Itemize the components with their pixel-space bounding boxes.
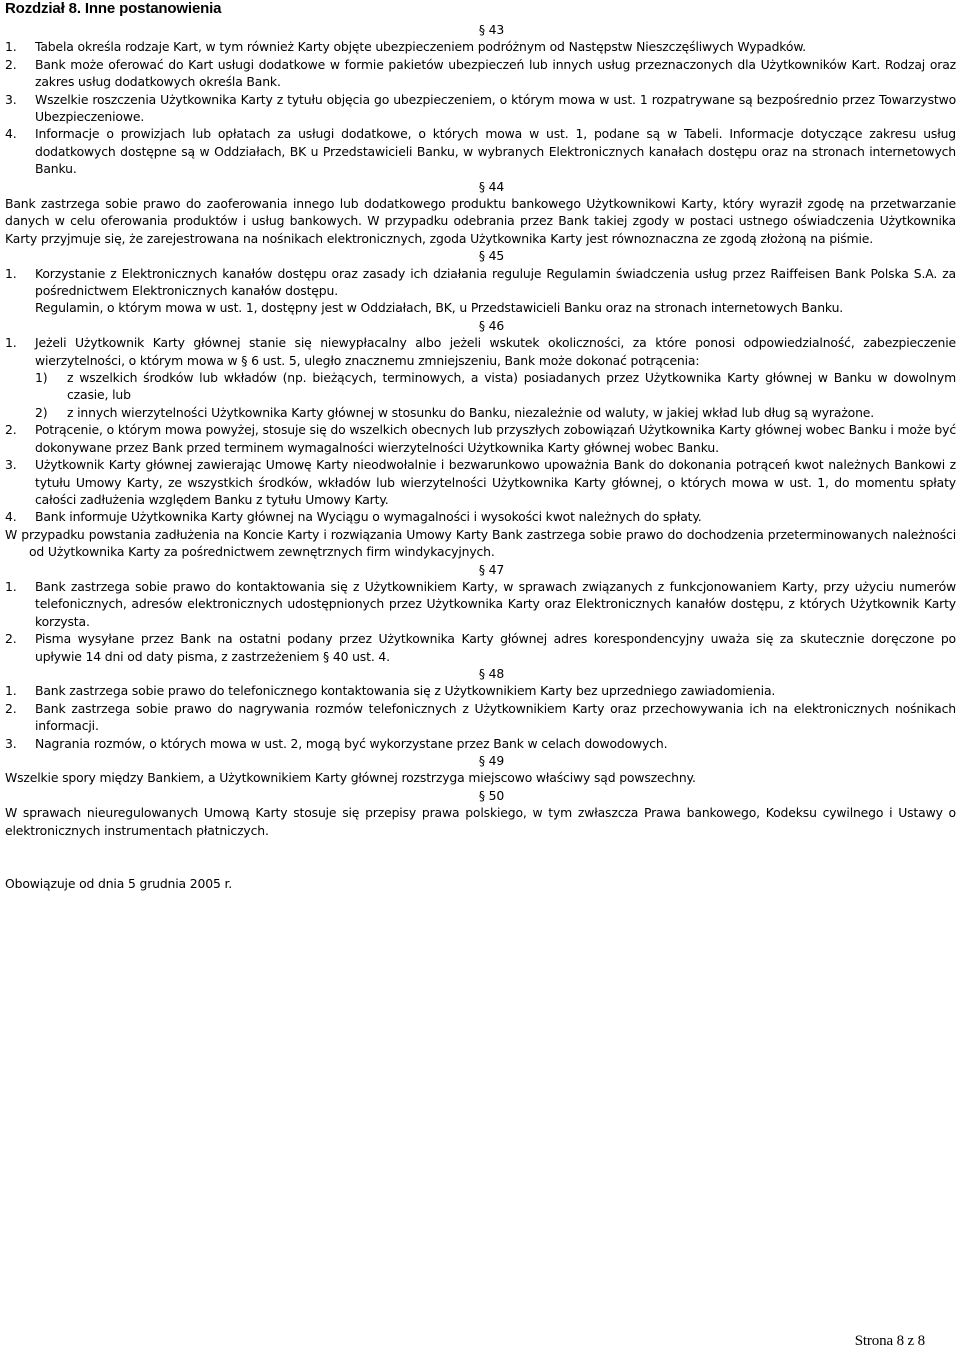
s44-paragraph: Bank zastrzega sobie prawo do zaoferowania innego lub dodatkowego produktu bankowego Użytkownikowi Karty, który wyraził zgodę na przetwarzanie danych w celu oferowania produktów i usług bankowych. W przypadku odebrania przez Bank takiej zgody w postaci ustnego oświadczenia Użytkownika Karty przyjmuje się, że zarejestrowana na nośnikach elektronicznych, zgoda Użytkownika Karty jest równoznaczna ze zgodą złożoną na piśmie. bbox=[5, 196, 956, 246]
s48-item-3: 3. Nagrania rozmów, o których mowa w ust. 2, mogą być wykorzystane przez Bank w celach dowodowych. bbox=[5, 735, 668, 751]
effective-date: Obowiązuje od dnia 5 grudnia 2005 r. bbox=[5, 875, 233, 891]
s43-item-3: 3. Wszelkie roszczenia Użytkownika Karty z tytułu objęcia go ubezpieczeniem, o którym mowa w ust. 1 rozpatrywane są bezpośrednio przez Towarzystwo Ubezpieczeniowe. bbox=[5, 91, 956, 125]
s46-item-3: 3. Użytkownik Karty głównej zawierając Umowę Karty nieodwołalnie i bezwarunkowo upoważnia Bank do dokonania potrąceń kwot należnych Bankowi z tytułu Umowy Karty, ze wszystkich środków, wkładów lub wierzytelności Użytkownika Karty głównej, o których mowa w ust. 1, do momentu spłaty całości zadłużenia względem Banku z tytułu Umowy Karty. bbox=[5, 457, 956, 507]
section-47-mark: § 47 bbox=[478, 561, 505, 577]
page-number: Strona 8 z 8 bbox=[854, 1333, 925, 1349]
s46-closing-paragraph: W przypadku powstania zadłużenia na Koncie Karty i rozwiązania Umowy Karty Bank zastrzega sobie prawo do dochodzenia przeterminowanych należności od Użytkownika Karty za pośrednictwem zewnętrznych firm windykacyjnych. bbox=[5, 526, 956, 560]
section-43-mark: § 43 bbox=[478, 22, 505, 37]
s48-item-1: 1. Bank zastrzega sobie prawo do telefonicznego kontaktowania się z Użytkownikiem Karty bez uprzedniego zawiadomienia. bbox=[5, 683, 776, 699]
s45-item-1: 1. Korzystanie z Elektronicznych kanałów dostępu oraz zasady ich działania reguluje Regulamin świadczenia usług przez Raiffeisen Bank Polska S.A. za pośrednictwem Elektronicznych kanałów dostępu. bbox=[5, 265, 956, 299]
section-44-mark: § 44 bbox=[478, 178, 505, 194]
section-50-mark: § 50 bbox=[478, 787, 505, 803]
section-48-mark: § 48 bbox=[478, 665, 505, 681]
s49-paragraph: Wszelkie spory między Bankiem, a Użytkownikiem Karty głównej rozstrzyga miejscowo właściwy sąd powszechny. bbox=[5, 770, 696, 786]
s47-item-2: 2. Pisma wysyłane przez Bank na ostatni podany przez Użytkownika Karty głównej adres korespondencyjny uważa się za skutecznie doręczone po upływie 14 dni od daty pisma, z zastrzeżeniem § 40 ust. 4. bbox=[5, 631, 956, 664]
s46-item-2: 2. Potrącenie, o którym mowa powyżej, stosuje się do wszelkich obecnych lub przyszłych zobowiązań Użytkownika Karty głównej wobec Banku i może być dokonywane przez Bank przed terminem wymagalności wierzytelności Użytkownika Karty głównej wobec Banku. bbox=[5, 422, 956, 455]
s46-item-4: 4. Bank informuje Użytkownika Karty głównej na Wyciągu o wymagalności i wysokości kwot należnych do spłaty. bbox=[5, 509, 702, 525]
s43-item-2: 2. Bank może oferować do Kart usługi dodatkowe w formie pakietów ubezpieczeń lub innych usług przeznaczonych dla Użytkowników Kart. Rodzaj oraz zakres usług dodatkowych określa Bank. bbox=[5, 56, 956, 90]
s43-item-1: 1. Tabela określa rodzaje Kart, w tym również Karty objęte ubezpieczeniem podróżnym od Następstw Nieszczęśliwych Wypadków. bbox=[5, 39, 806, 55]
s45-continuation: Regulamin, o którym mowa w ust. 1, dostępny jest w Oddziałach, BK, u Przedstawicieli Banku oraz na stronach internetowych Banku. bbox=[35, 300, 844, 316]
s46-item-1: 1. Jeżeli Użytkownik Karty głównej stanie się niewypłacalny albo jeżeli wskutek okoliczności, za które ponosi odpowiedzialność, zabezpieczenie wierzytelności, o którym mowa w § 6 ust. 5, uległo znacznemu zmniejszeniu, Bank może dokonać potrącenia: bbox=[5, 335, 956, 368]
s50-paragraph: W sprawach nieuregulowanych Umową Karty stosuje się przepisy prawa polskiego, w tym zwłaszcza Prawa bankowego, Kodeksu cywilnego i Ustawy o elektronicznych instrumentach płatniczych. bbox=[5, 805, 956, 838]
chapter-heading: Rozdział 8. Inne postanowienia bbox=[5, 0, 222, 17]
s47-item-1: 1. Bank zastrzega sobie prawo do kontaktowania się z Użytkownikiem Karty, w sprawach związanych z funkcjonowaniem Karty, przy użyciu numerów telefonicznych, adresów elektronicznych udostępnionych przez Użytkownika Karty oraz Elektronicznych kanałów dostępu, z których Użytkownik Karty korzysta. bbox=[5, 578, 956, 629]
s43-item-4: 4. Informacje o prowizjach lub opłatach za usługi dodatkowe, o których mowa w ust. 1, podane są w Tabeli. Informacje dotyczące zakresu usług dodatkowych dostępne są w Oddziałach, BK u Przedstawicieli Banku, w wybranych Elektronicznych kanałach dostępu oraz na stronach internetowych Banku. bbox=[5, 126, 956, 177]
section-45-mark: § 45 bbox=[478, 248, 505, 264]
s48-item-2: 2. Bank zastrzega sobie prawo do nagrywania rozmów telefonicznych z Użytkownikiem Karty oraz przechowywania ich na elektronicznych nośnikach informacji. bbox=[5, 700, 956, 734]
section-49-mark: § 49 bbox=[478, 752, 505, 768]
spacer bbox=[5, 839, 956, 875]
s46-subitem-1: 1) z wszelkich środków lub wkładów (np. bieżących, terminowych, a vista) posiadanych przez Użytkownika Karty głównej w Banku w dowolnym czasie, lub bbox=[35, 370, 956, 403]
s46-subitem-2: 2) z innych wierzytelności Użytkownika Karty głównej w stosunku do Banku, niezależnie od waluty, w jakiej wkład lub dług są wyrażone. bbox=[35, 404, 875, 420]
section-46-mark: § 46 bbox=[478, 317, 505, 333]
